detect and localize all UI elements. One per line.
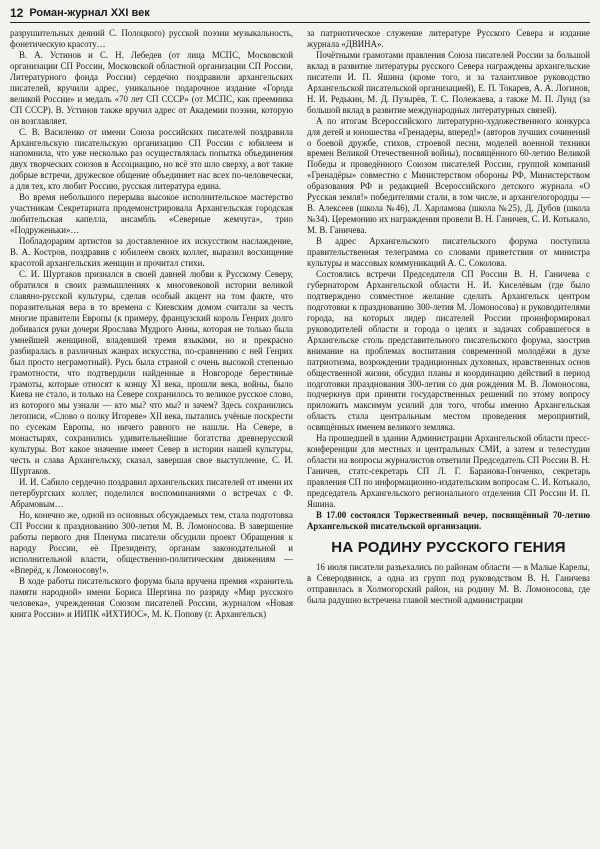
section-heading: НА РОДИНУ РУССКОГО ГЕНИЯ — [331, 538, 566, 556]
paragraph: разрушительных деяний С. Полоцкого) русской поэзии музыкальность, фонетическую красоту… — [10, 28, 293, 49]
magazine-title: Роман-журнал XXI век — [29, 7, 150, 19]
page-header — [10, 4, 590, 23]
left-column — [10, 28, 293, 619]
paragraph: Побладорарим артистов за доставленное их искусством наслаждение, В. А. Костров, поздравив с юбилеем своих коллег, выразил восхищение красотой архангельских женщин и прочитал стихи. — [10, 236, 293, 269]
paragraph: Но, конечно же, одной из основных обсуждаемых тем, стала подготовка СП России к празднованию 300-летия М. В. Ломоносова. В завершение работы первого дня Пленума писатели обсудили проект Обращения к народу России, её Президенту, органам законодательной и исполнительной власти, общественно-политическим движениям — «Вперёд, к Ломоносову!». — [10, 509, 293, 575]
paragraph: С. И. Шуртаков признался в своей давней любви к Русскому Северу, обратился в своих размышлениях к многовековой истории великой славяно-русской культуры, сделав особый акцент на том факте, что поразительная вера в то времена с Киевским домом считали за честь многие правители Европы (к примеру, французский король Генрих долго добивался руки дочери Ярослава Мудрого Анны, которая не только была умнейшей женщиной, владевшей тремя языками, но и прекрасно разбиралась в различных жанрах искусства, по-сравнению с ней Генрих был просто неграмотный). Русь была страной с очень высокой степенью грамотности, что подтвердили найденные в Новгороде берестяные грамоты, которые относят к концу XI века, прошли века, войны, было Киева не стало, и только на Севере сохранилось то великое русское слово, из которого мы узнали — кто мы? что мы? и зачем? Здесь сохранились летописи, «Слово о полку Игореве» XII века, пытались учёные поскрести по сусекам Европы, но ничего равного не нашли. На Севере, в монастырях, сохранились удивительнейшие богатства древнерусской культуры. Вот какое значение имеет Север в истории нашей культуры, честь и слава Архангельску, сказал, завершая свое выступление, С. И. Шуртаков. — [10, 268, 293, 477]
paragraph: В 17.00 состоялся Торжественный вечер, посвящённый 70-летию Архангельской писательской организации. — [307, 509, 590, 531]
page-number: 12 — [10, 6, 24, 20]
paragraph: С. В. Василенко от имени Союза российских писателей поздравила Архангельскую писательскую организацию СП России с юбилеем и напомнила, что уже несколько раз осуществлялась попытка объединения двух творческих союзов в Ассоциацию, но всё это шло сверху, а вот такие добрые встречи, дружеское общение объединяет нас всех по-человечески, а для тех, кто любит Россию, русская литература едина. — [10, 126, 293, 192]
paragraph: В адрес Архангельского писательского форума поступила правительственная телеграмма со словами приветствия от министра культуры и массовых коммуникаций А. С. Соколова. — [307, 236, 590, 269]
paragraph: 16 июля писатели разъехались по районам области — в Малые Карелы, в Северодвинск, а одна из групп под руководством В. Н. Ганичева отправилась в Холмогорский район, на родину М. В. Ломоносова, где была радушно встречена главой местной администрации — [307, 561, 590, 605]
paragraph: В. А. Устинов и С. Н. Лебедев (от лица МСПС, Московской организации СП России, Московской областной организации СП России, Литературного фонда России) сердечно поздравили архангельских писателей, вручили адрес, уникальное подарочное издание «Города великой России» и медаль «70 лет СП СССР» (от МСПС, как преемника СП СССР). В. Устинов также вручил адрес от Академии поэзии, которую он возглавляет. — [10, 49, 293, 126]
paragraph: Во время небольшого перерыва высокое исполнительское мастерство участникам Секретариата продемонстрировала Архангельская городская любительская капелла, ансамбль «Северные жемчуга», трио «Подруженьки»… — [10, 192, 293, 236]
paragraph: Состоялись встречи Председателя СП России В. Н. Ганичева с губернатором Архангельской области Н. И. Киселёвым (где было подтверждено совместное желание сделать Архангельск центром подготовки к празднованию 300-летия М. Ломоносова) и руководителями города, на которых лидер писателей России проинформировал руководителей области и города о целях и задачах собравшегося в Архангельске столь представительного писательского форума, заострив внимание на проблемах воспитания современной молодёжи в духе патриотизма, возрождении традиционных духовных, нравственных основ общественной жизни, обсудил планы и координацию действий в период подготовки празднования 300-летия со дня рождения М. В. Ломоносова, подчеркнув при приняти государственных решений по этому вопросу приложить максимум усилий для того, чтобы именно Архангельская область стала центральным местом проведения мероприятий, освящённых именем великого земляка. — [307, 268, 590, 433]
paragraph: Почётными грамотами правления Союза писателей России за большой вклад в развитие литературы русского Севера награждены архангельские писатели И. П. Яшина (кроме того, и за талантливое руководство Архангельской писательской организацией), Е. П. Токарев, А. А. Логинов, Н. И. Редькин, М. Д. Пузырёв, Т. С. Полежаева, а также М. П. Лунд (за большой вклад в развитие международных литературных связей). — [307, 49, 590, 115]
paragraph: А по итогам Всероссийского литературно-художественного конкурса для детей и юношества «Гренадеры, вперед!» (авторов лучших сочинений о боевой дружбе, стихов, строевой песни, моделей военной техники времен Великой Отечественной войны), посвящённого 60-летию Великой Победы и проведённого Союзом писателей России, группой компаний «Гренадёры» совместно с Министерством обороны РФ, Министерством образования РФ и редакцией Всероссийского детского журнала «О Русская земля!» победителями стали, в том числе, и архангелогородцы — В. Алексеев (школа №46), Л. Харламова (школа №25), Д. Дубов (школа №34). Церемонию их награждения провели В. Н. Ганичев, С. И. Котькало, М. В. Ганичева. — [307, 115, 590, 236]
right-column — [307, 28, 590, 606]
paragraph: за патриотическое служение литературе Русского Севера и издание журнала «ДВИНА». — [307, 28, 590, 49]
paragraph: И. И. Сабило сердечно поздравил архангельских писателей от имени их петербургских коллег, поделился воспоминаниями о встречах с Ф. Абрамовым… — [10, 477, 293, 509]
paragraph: В ходе работы писательского форума была вручена премия «хранитель памяти народной» имени Бориса Шергина по разряду «Мир русского человека», учрежденная Союзом писателей России, журналом «Новая книга России» и ИИПК «ИХТИОС», М. К. Попову (г. Архангельск) — [10, 575, 293, 619]
paragraph: На прошедшей в здании Администрации Архангельской области пресс-конференции для местных и центральных СМИ, а затем и телестудии области на вопросы журналистов ответили Председатель СП России В. Н. Ганичев, статс-секретарь СП Л. Г. Баранова-Гонченко, секретарь правления СП по информационно-издательским вопросам С. И. Котькало, председатель Архангельского регионального отделения СП России И. П. Яшина. — [307, 433, 590, 509]
